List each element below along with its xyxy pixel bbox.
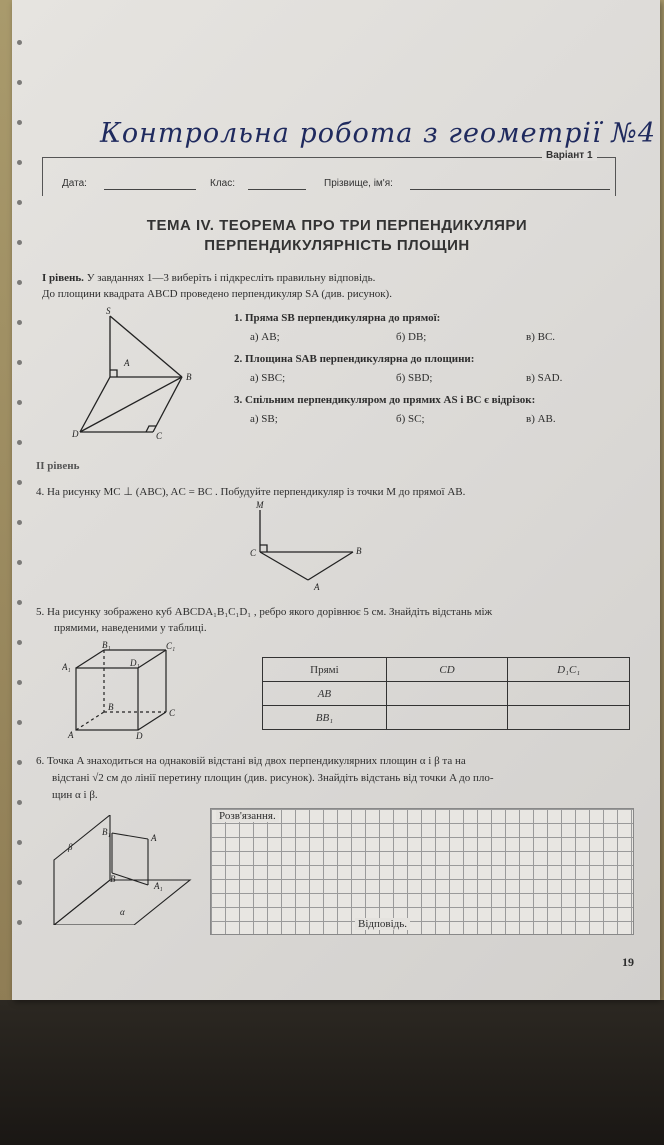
label-B: B [186, 372, 192, 382]
plane-alpha [54, 880, 190, 925]
name-label: Прізвище, ім'я: [324, 178, 393, 189]
task3-option-c[interactable]: в) AB. [526, 413, 556, 425]
label-C: C [156, 431, 163, 441]
right-angle-mark-A [110, 370, 117, 377]
table-header-cell: CD [386, 658, 507, 682]
table-cell-answer[interactable] [508, 682, 630, 706]
date-label: Дата: [62, 178, 87, 189]
task5-line2: прямими, наведеними у таблиці. [54, 622, 207, 634]
table-header-cell: Прямі [263, 658, 387, 682]
distance-table [262, 657, 630, 730]
pyramid-figure [52, 300, 202, 450]
class-label: Клас: [210, 178, 235, 189]
label-B1: B₁ [102, 640, 111, 650]
level2-heading: ІІ рівень [36, 460, 80, 472]
label-beta: β [68, 842, 73, 852]
cube-front-face [76, 668, 138, 730]
variant-label: Варіант 1 [542, 150, 597, 161]
label-C: C [250, 548, 257, 558]
task2-option-b[interactable]: б) SBD; [396, 372, 433, 384]
label-B: B [108, 702, 114, 712]
edge-DC [138, 712, 166, 730]
class-field[interactable] [248, 189, 306, 190]
table-cell-answer[interactable] [508, 706, 630, 730]
label-D1: D₁ [130, 658, 140, 668]
edge-SB [110, 316, 182, 377]
page-number: 19 [622, 955, 634, 969]
task3-option-a[interactable]: а) SB; [250, 413, 278, 425]
label-M: M [256, 500, 264, 510]
table-cell: AB [263, 682, 387, 706]
cube-figure [62, 640, 192, 740]
label-A: A [124, 358, 130, 368]
header-frame [42, 157, 616, 196]
name-field[interactable] [410, 189, 610, 190]
task4-figure [238, 498, 368, 593]
task2-question: 2. Площина SAB перпендикулярна до площини: [234, 353, 475, 365]
date-field[interactable] [104, 189, 196, 190]
label-A: A [314, 582, 320, 592]
label-B: B [110, 874, 116, 884]
table-header-row [263, 658, 630, 682]
table-cell: BB₁ [263, 706, 387, 730]
task6-line1: 6. Точка A знаходиться на однаковій відстані від двох перпендикулярних площин α і β та на [36, 755, 466, 767]
task3-question: 3. Спільним перпендикуляром до прямих AS і BC є відрізок: [234, 394, 536, 406]
right-angle-mark-C [260, 545, 267, 552]
handwritten-title: Контрольна робота з геометрії №4 [100, 118, 657, 149]
segment-AB [308, 552, 353, 580]
segment-CA [260, 552, 308, 580]
table-header-cell: D₁C₁ [508, 658, 630, 682]
table-cell-answer[interactable] [386, 682, 507, 706]
task6-line3: щин α і β. [52, 789, 98, 801]
label-S: S [106, 306, 111, 316]
edge-D1C1 [138, 650, 166, 668]
label-A: A [151, 833, 157, 843]
label-D: D [72, 429, 79, 439]
table-cell-answer[interactable] [386, 706, 507, 730]
table-row [263, 682, 630, 706]
task1-option-b[interactable]: б) DB; [396, 331, 427, 343]
answer-label: Відповідь. [355, 918, 410, 930]
label-alpha: α [120, 907, 125, 917]
theme-title-line1: ТЕМА IV. ТЕОРЕМА ПРО ТРИ ПЕРПЕНДИКУЛЯРИ [146, 217, 528, 234]
solution-grid[interactable] [210, 808, 634, 935]
binding-holes [14, 0, 28, 1000]
label-A1: A₁ [154, 881, 163, 891]
worksheet-page [12, 0, 660, 1000]
label-B1: B₁ [102, 827, 111, 837]
task6-line2: відстані √2 см до лінії перетину площин (див. рисунок). Знайдіть відстань від точки A до пло- [52, 772, 494, 784]
task4-text: 4. На рисунку MC ⊥ (ABC), AC = BC . Побудуйте перпендикуляр із точки M до прямої AB. [36, 486, 466, 498]
edge-A1B1 [76, 650, 104, 668]
task3-option-b[interactable]: б) SC; [396, 413, 425, 425]
shadow-area [0, 1000, 664, 1145]
task2-option-a[interactable]: а) SBC; [250, 372, 286, 384]
task2-option-c[interactable]: в) SAD. [526, 372, 563, 384]
segment-BA1 [112, 873, 148, 885]
solution-label: Розв'язання. [216, 810, 279, 822]
hidden-edge-AB [76, 712, 104, 730]
level1-instruction-text: У завданнях 1—3 виберіть і підкресліть правильну відповідь. [86, 272, 376, 284]
segment-B1A [112, 833, 148, 839]
label-C: C [169, 708, 176, 718]
planes-figure [50, 815, 200, 925]
task1-option-c[interactable]: в) BC. [526, 331, 556, 343]
level1-instruction [42, 272, 375, 284]
label-B: B [356, 546, 362, 556]
theme-title-line2: ПЕРПЕНДИКУЛЯРНІСТЬ ПЛОЩИН [204, 237, 470, 254]
label-A1: A₁ [62, 662, 71, 672]
level1-heading: І рівень. [42, 272, 84, 284]
task1-question: 1. Пряма SB перпендикулярна до прямої: [234, 312, 441, 324]
label-D: D [136, 731, 143, 740]
label-A: A [68, 730, 74, 740]
task5-line1: 5. На рисунку зображено куб ABCDA₁B₁C₁D₁ , ребро якого дорівнює 5 см. Знайдіть відстань між [36, 606, 493, 618]
level1-intro: До площини квадрата ABCD проведено перпендикуляр SA (див. рисунок). [42, 288, 392, 300]
task1-option-a[interactable]: а) AB; [250, 331, 280, 343]
table-row [263, 706, 630, 730]
label-C1: C₁ [166, 641, 176, 651]
